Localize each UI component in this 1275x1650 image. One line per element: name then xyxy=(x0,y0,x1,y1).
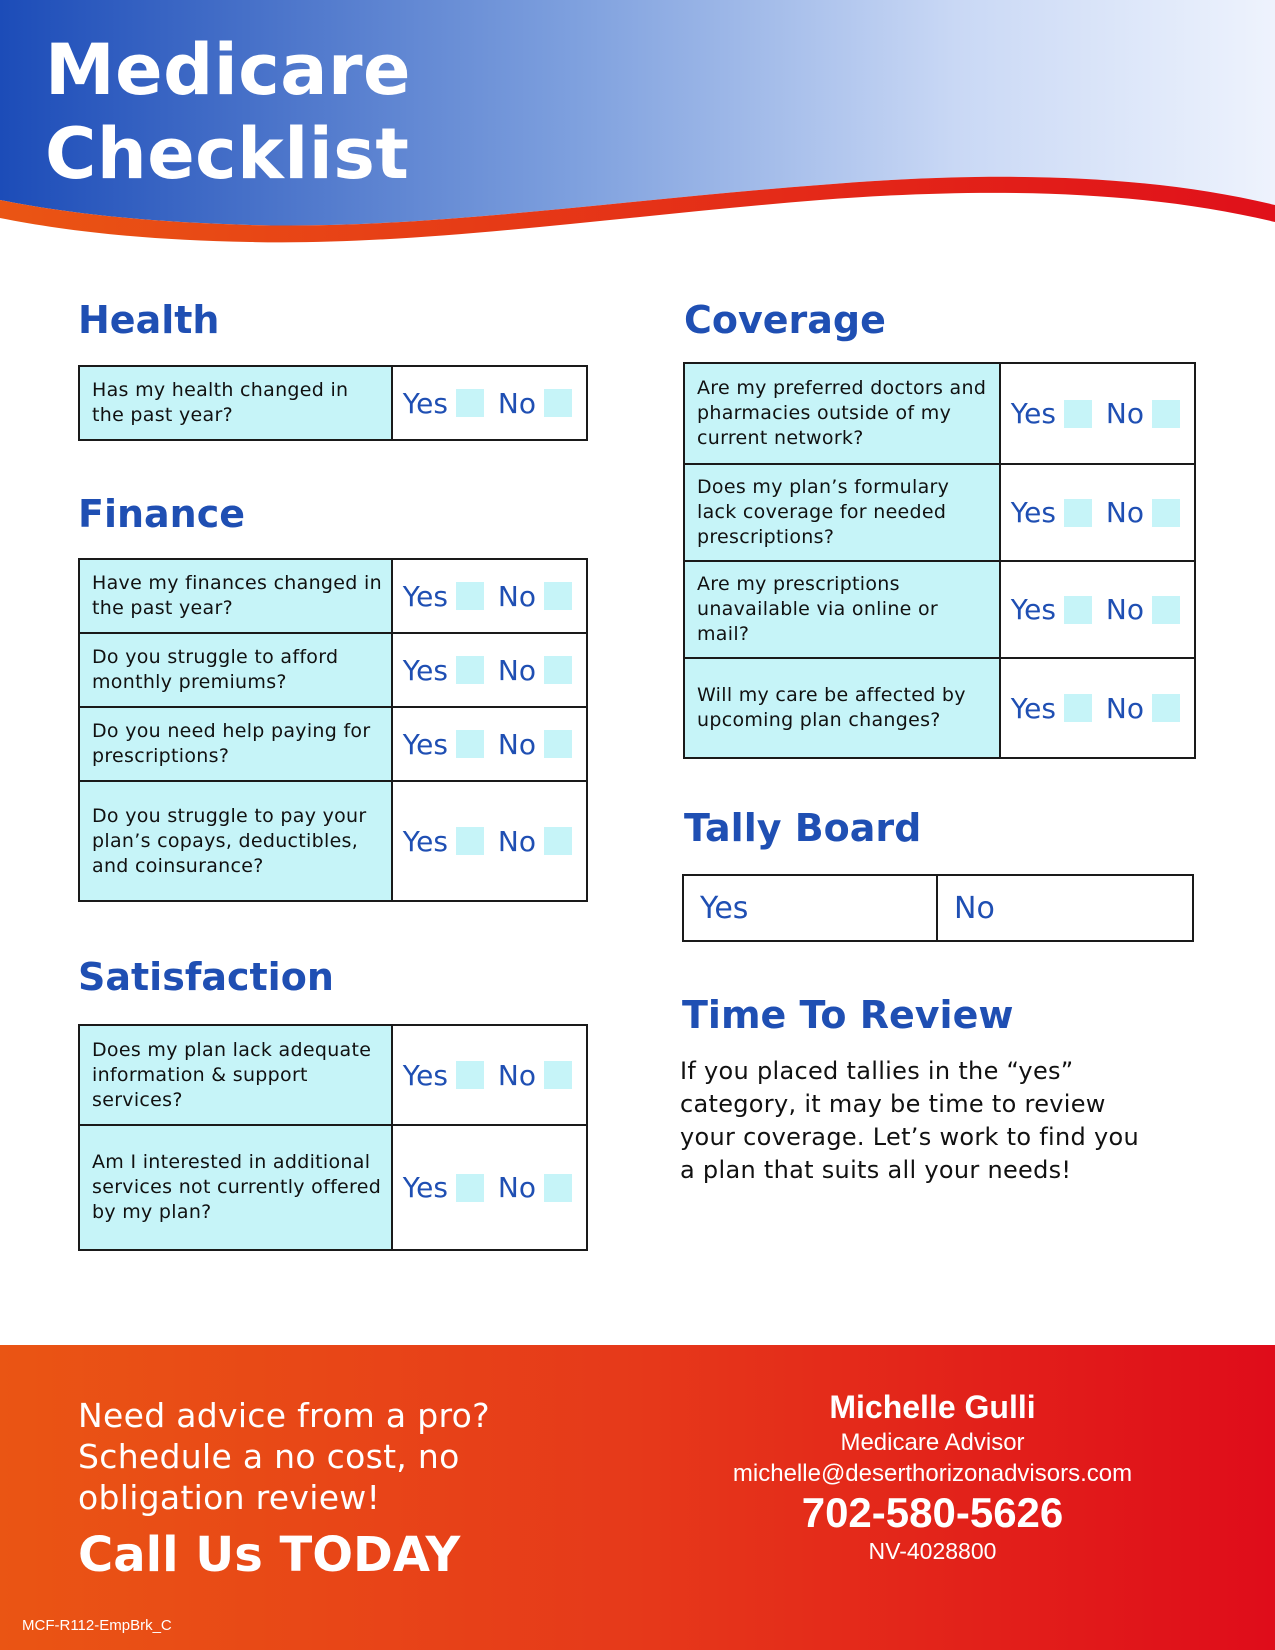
no-checkbox[interactable] xyxy=(544,1061,572,1089)
tally-yes-cell[interactable] xyxy=(684,876,938,940)
yes-checkbox[interactable] xyxy=(456,1174,484,1202)
question-text: Do you struggle to pay your plan’s copays, deductibles, and coinsurance? xyxy=(79,781,392,901)
table-row xyxy=(684,658,1195,758)
table-row xyxy=(79,1025,587,1125)
question-text: Are my prescriptions unavailable via online or mail? xyxy=(684,561,1000,658)
tally-no-cell[interactable] xyxy=(938,876,1192,940)
no-checkbox[interactable] xyxy=(544,582,572,610)
no-checkbox[interactable] xyxy=(544,1174,572,1202)
yes-checkbox[interactable] xyxy=(456,656,484,684)
license-number: NV-4028800 xyxy=(868,1538,997,1564)
no-label: No xyxy=(497,653,536,687)
yes-checkbox[interactable] xyxy=(1064,596,1092,624)
yes-label: Yes xyxy=(1010,593,1056,626)
call-us-today: Call Us TODAY xyxy=(78,1527,461,1583)
no-label: No xyxy=(497,727,536,761)
yes-checkbox[interactable] xyxy=(1064,694,1092,722)
table-row xyxy=(79,707,587,781)
question-text: Has my health changed in the past year? xyxy=(79,366,392,440)
no-checkbox[interactable] xyxy=(544,656,572,684)
no-checkbox[interactable] xyxy=(1152,400,1180,428)
answer-cell xyxy=(392,1125,587,1250)
no-label: No xyxy=(497,579,536,613)
yes-label: Yes xyxy=(402,653,448,687)
yes-label: Yes xyxy=(1010,691,1056,725)
yes-checkbox[interactable] xyxy=(456,582,484,610)
yes-label: Yes xyxy=(402,579,448,613)
yes-label: Yes xyxy=(402,1171,448,1204)
tally-yes-label: Yes xyxy=(700,890,749,926)
answer-cell xyxy=(1000,464,1195,561)
no-label: No xyxy=(1105,593,1144,626)
tally-no-label: No xyxy=(954,890,995,926)
table-row xyxy=(684,464,1195,561)
no-checkbox[interactable] xyxy=(544,730,572,758)
yes-label: Yes xyxy=(402,824,448,858)
advisor-email[interactable]: michelle@deserthorizonadvisors.com xyxy=(732,1460,1133,1487)
question-text: Have my finances changed in the past year? xyxy=(79,559,392,633)
satisfaction-heading: Satisfaction xyxy=(78,955,334,999)
table-row xyxy=(79,1125,587,1250)
yes-label: Yes xyxy=(1010,496,1056,529)
footer-banner xyxy=(0,1345,1275,1650)
contact-block xyxy=(700,1387,1165,1565)
answer-cell xyxy=(1000,561,1195,658)
yes-label: Yes xyxy=(402,386,448,420)
yes-label: Yes xyxy=(1010,397,1056,430)
no-label: No xyxy=(497,824,536,858)
answer-cell xyxy=(392,633,587,707)
answer-cell xyxy=(392,366,587,440)
answer-cell xyxy=(392,781,587,901)
page-title xyxy=(45,28,411,196)
answer-cell xyxy=(392,707,587,781)
document-code: MCF-R112-EmpBrk_C xyxy=(22,1617,172,1634)
header-banner xyxy=(0,0,1275,250)
tally-heading: Tally Board xyxy=(684,806,922,850)
health-heading: Health xyxy=(78,298,220,342)
no-checkbox[interactable] xyxy=(1152,694,1180,722)
no-label: No xyxy=(1105,397,1144,430)
yes-checkbox[interactable] xyxy=(1064,499,1092,527)
yes-label: Yes xyxy=(402,727,448,761)
answer-cell xyxy=(392,1025,587,1125)
question-text: Am I interested in additional services not currently offered by my plan? xyxy=(79,1125,392,1250)
question-text: Does my plan lack adequate information & support services? xyxy=(79,1025,392,1125)
finance-heading: Finance xyxy=(78,492,246,536)
no-checkbox[interactable] xyxy=(544,827,572,855)
cta-text: Need advice from a pro? Schedule a no cost, no obligation review! xyxy=(78,1396,490,1517)
no-label: No xyxy=(497,1171,536,1204)
table-row xyxy=(79,366,587,440)
finance-table xyxy=(78,558,588,902)
advisor-name: Michelle Gulli xyxy=(829,1389,1036,1425)
table-row xyxy=(79,559,587,633)
no-label: No xyxy=(497,386,536,420)
answer-cell xyxy=(1000,658,1195,758)
coverage-heading: Coverage xyxy=(684,298,886,342)
question-text: Do you struggle to afford monthly premiums? xyxy=(79,633,392,707)
yes-checkbox[interactable] xyxy=(1064,400,1092,428)
no-checkbox[interactable] xyxy=(1152,596,1180,624)
table-row xyxy=(684,561,1195,658)
question-text: Will my care be affected by upcoming plan changes? xyxy=(684,658,1000,758)
advisor-role: Medicare Advisor xyxy=(840,1429,1025,1456)
no-label: No xyxy=(497,1058,536,1092)
review-heading: Time To Review xyxy=(682,993,1014,1037)
advisor-phone[interactable]: 702-580-5626 xyxy=(801,1489,1064,1536)
title-line-2: Checklist xyxy=(45,113,410,195)
health-table xyxy=(78,365,588,441)
title-line-1: Medicare xyxy=(45,29,411,111)
yes-checkbox[interactable] xyxy=(456,1061,484,1089)
satisfaction-table xyxy=(78,1024,588,1251)
yes-checkbox[interactable] xyxy=(456,827,484,855)
no-label: No xyxy=(1105,691,1144,725)
table-row xyxy=(684,363,1195,464)
tally-board xyxy=(682,874,1194,942)
table-row xyxy=(79,781,587,901)
no-checkbox[interactable] xyxy=(1152,499,1180,527)
table-row xyxy=(79,633,587,707)
no-label: No xyxy=(1105,496,1144,529)
question-text: Does my plan’s formulary lack coverage for needed prescriptions? xyxy=(684,464,1000,561)
yes-label: Yes xyxy=(402,1058,448,1092)
coverage-table xyxy=(683,362,1196,759)
yes-checkbox[interactable] xyxy=(456,730,484,758)
yes-checkbox[interactable] xyxy=(456,389,484,417)
answer-cell xyxy=(1000,363,1195,464)
no-checkbox[interactable] xyxy=(544,389,572,417)
question-text: Do you need help paying for prescriptions? xyxy=(79,707,392,781)
answer-cell xyxy=(392,559,587,633)
review-text: If you placed tallies in the “yes” category, it may be time to review your coverage. Let’s work to find you a plan that suits all your needs! xyxy=(680,1057,1139,1184)
question-text: Are my preferred doctors and pharmacies outside of my current network? xyxy=(684,363,1000,464)
